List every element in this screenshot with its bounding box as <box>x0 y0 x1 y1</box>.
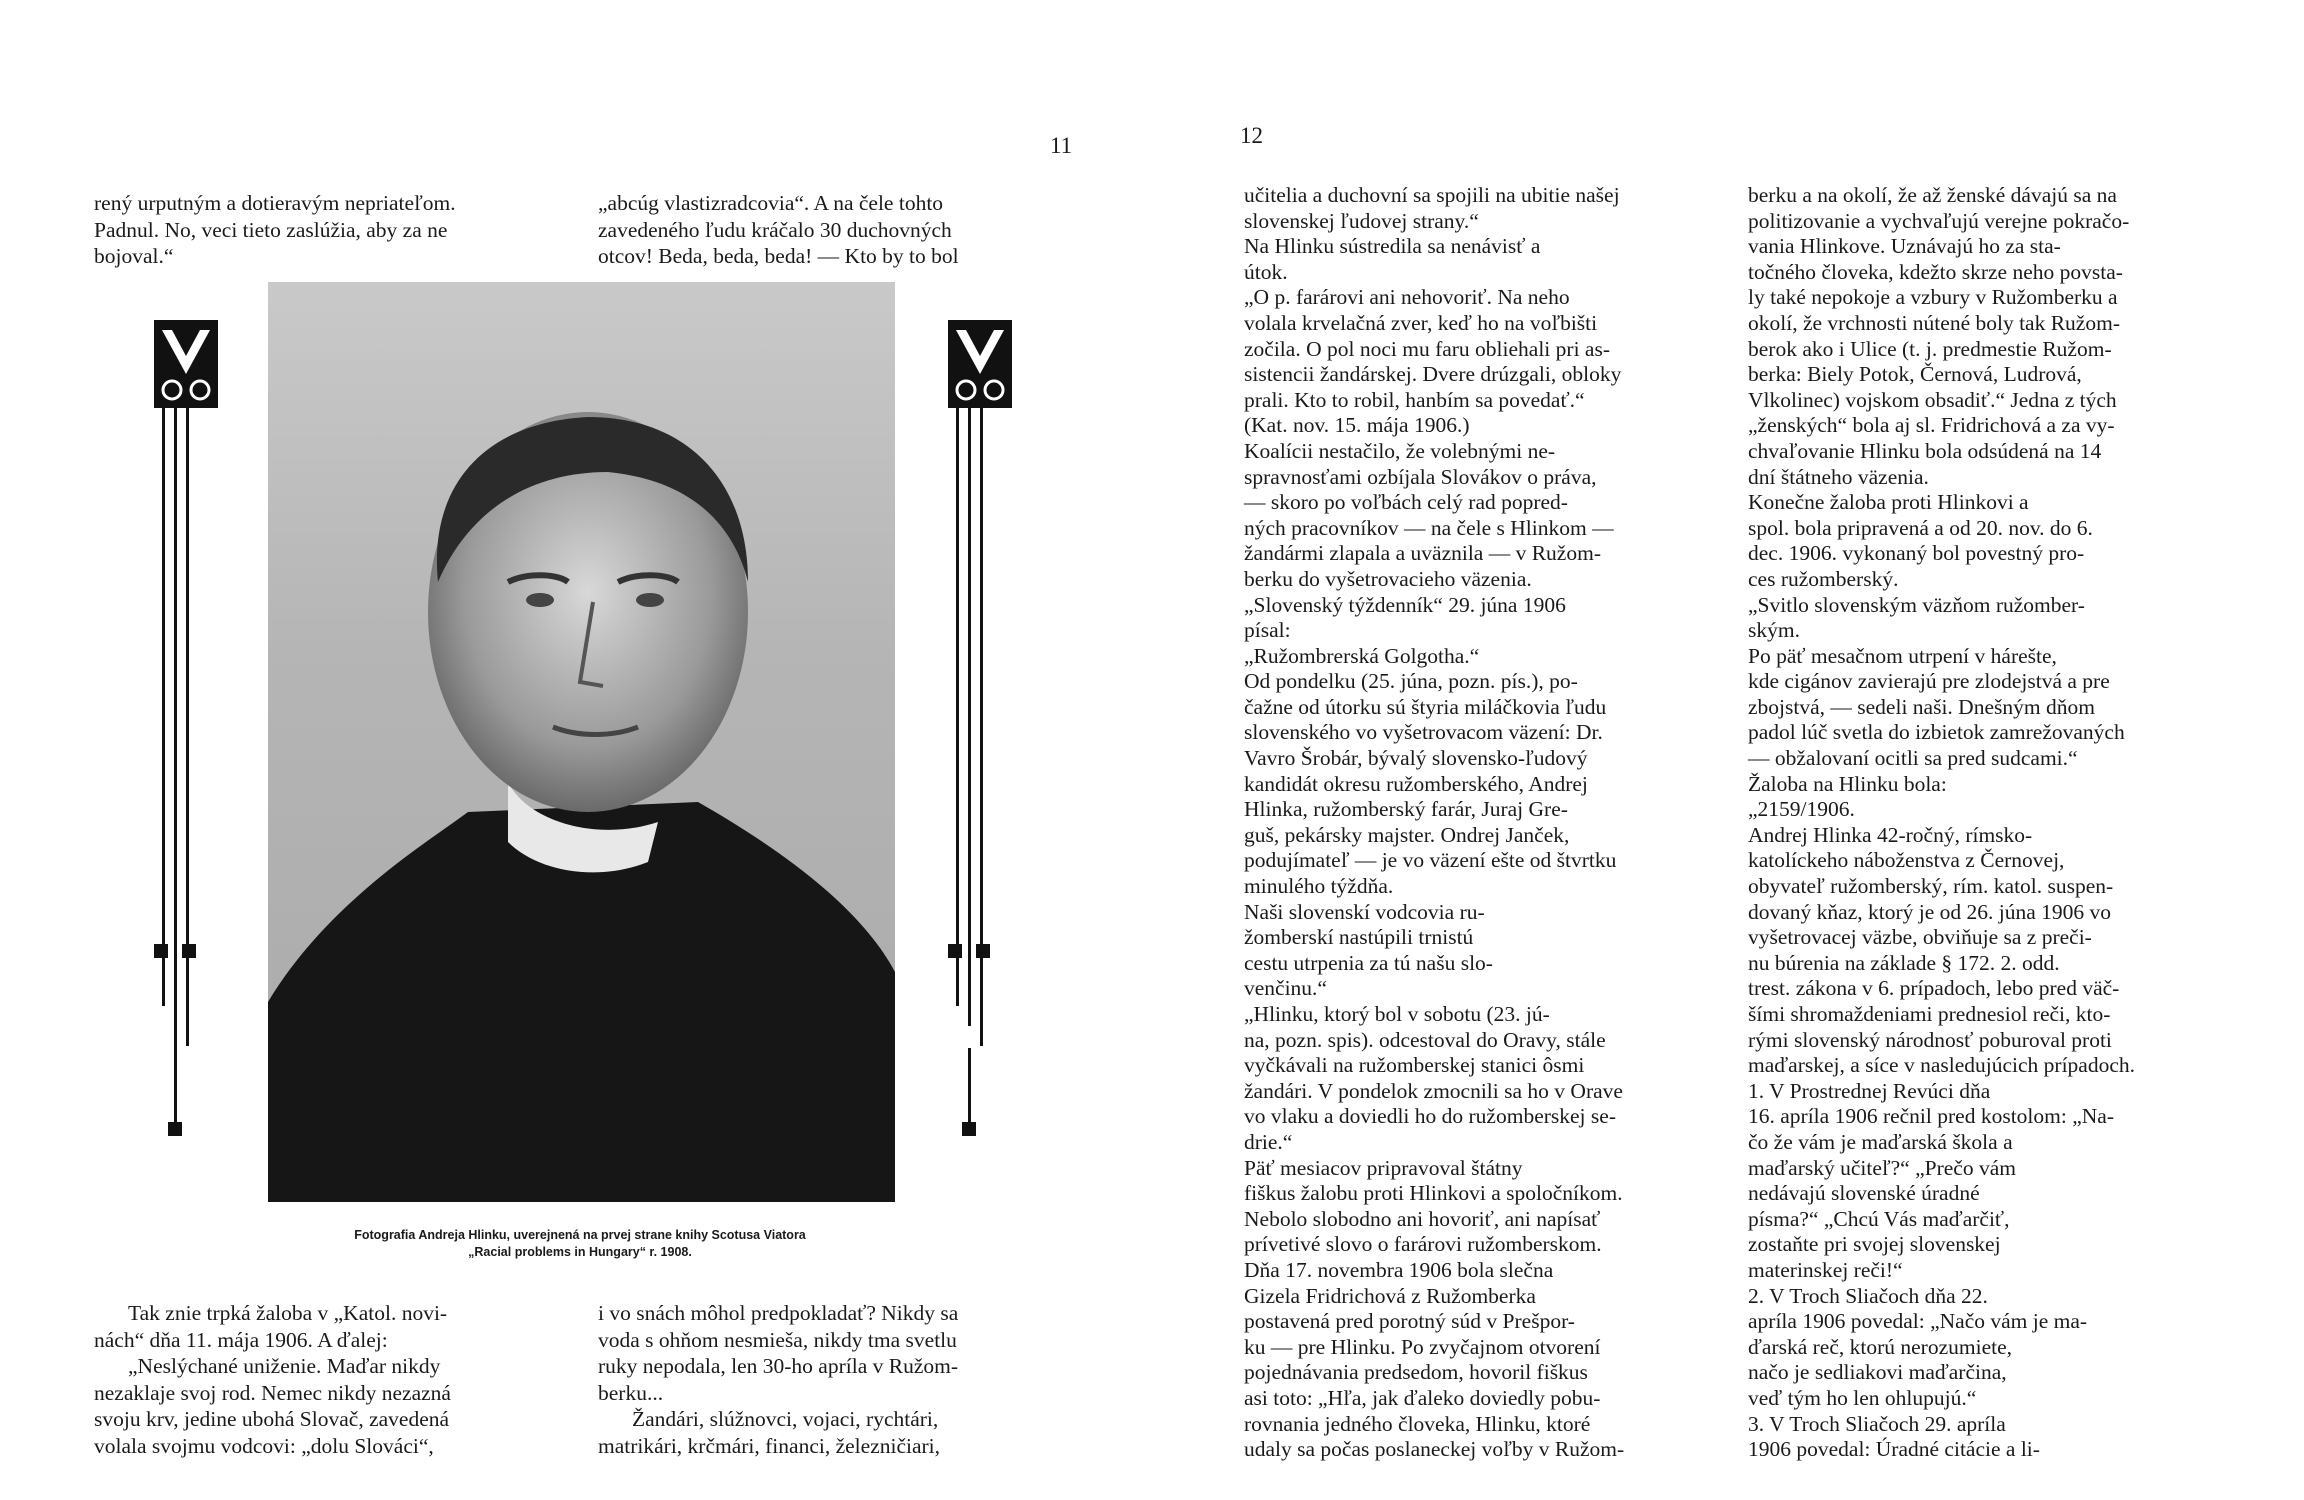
text-line: „Neslýchané uniženie. Maďar nikdy <box>128 1354 441 1378</box>
text-line: „abcúg vlastizradcovia“. A na čele tohto <box>598 191 944 215</box>
text-line: 1906 povedal: Úradné citácie a li- <box>1748 1437 2040 1462</box>
text-line: slovenskej ľudovej strany.“ <box>1244 208 1479 233</box>
text-line: volala svojmu vodcovi: „dolu Slováci“, <box>94 1433 434 1458</box>
text-line: „2159/1906. <box>1748 797 1855 822</box>
text-column-right-2 <box>1748 183 2224 1463</box>
text-line: kandidát okresu ružomberského, Andrej <box>1244 771 1588 796</box>
text-line: točného človeka, kdežto skrze neho povsta- <box>1748 259 2123 284</box>
text-line: prívetivé slovo o farárovi ružomberskom. <box>1244 1232 1602 1257</box>
text-line: písal: <box>1244 618 1291 643</box>
text-line: berku... <box>598 1380 664 1405</box>
text-line: písma?“ „Chcú Vás maďarčiť, <box>1748 1206 2010 1231</box>
text-line: načo je sedliakovi maďarčina, <box>1748 1360 2007 1385</box>
text-line: ďarská reč, ktorú nerozumiete, <box>1748 1334 2013 1359</box>
text-line: ces ružomberský. <box>1748 566 1899 591</box>
text-line: berka: Biely Potok, Černová, Ludrová, <box>1748 362 2082 387</box>
text-line: venčinu.“ <box>1244 976 1327 1001</box>
text-line: Na Hlinku sústredila sa nenávisť a <box>1244 234 1541 259</box>
text-line: Koalícii nestačilo, že volebnými ne- <box>1244 438 1556 463</box>
text-line: zočila. O pol noci mu faru obliehali pri as- <box>1244 336 1610 361</box>
text-line: politizovanie a vychvaľujú verejne pokračo- <box>1748 208 2130 233</box>
text-line: Konečne žaloba proti Hlinkovi a <box>1748 490 2029 515</box>
text-column-top-right <box>598 190 1072 270</box>
text-line: guš, pekársky majster. Ondrej Janček, <box>1244 822 1570 847</box>
text-line: Tak znie trpká žaloba v „Katol. novi- <box>128 1301 448 1325</box>
text-column-bottom-left <box>94 1300 570 1459</box>
text-line: „ženských“ bola aj sl. Fridrichová a za vy- <box>1748 413 2115 438</box>
text-line: Žaloba na Hlinku bola: <box>1748 771 1947 796</box>
text-line: ly také nepokoje a vzbury v Ružomberku a <box>1748 285 2118 310</box>
text-line: berok ako i Ulice (t. j. predmestie Ružom- <box>1748 336 2112 361</box>
text-line: padol lúč svetla do izbietok zamrežovaných <box>1748 720 2125 745</box>
text-line: Hlinka, ružomberský farár, Juraj Gre- <box>1244 797 1568 822</box>
text-line: veď tým ho len ohlupujú.“ <box>1748 1385 1977 1410</box>
text-line: vo vlaku a doviedli ho do ružomberskej se- <box>1244 1104 1616 1129</box>
text-line: postavená pred porotný súd v Prešpor- <box>1244 1309 1575 1334</box>
text-line: ných pracovníkov — na čele s Hlinkom — <box>1244 515 1614 540</box>
text-line: bojoval.“ <box>94 244 174 268</box>
text-line: na, pozn. spis). odcestoval do Oravy, stále <box>1244 1027 1606 1052</box>
text-line: maďarskej, a síce v nasledujúcich prípadoch. <box>1748 1053 2136 1078</box>
text-line: 2. V Troch Sliačoch dňa 22. <box>1748 1283 1988 1308</box>
text-line: Dňa 17. novembra 1906 bola slečna <box>1244 1257 1554 1282</box>
text-line: 1. V Prostrednej Revúci dňa <box>1748 1078 1991 1103</box>
text-line: rými slovenský národnosť poburoval proti <box>1748 1027 2112 1052</box>
text-line: materinskej reči!“ <box>1748 1257 1903 1282</box>
text-line: žomberskí nastúpili trnistú <box>1244 925 1474 950</box>
text-line: vania Hlinkove. Uznávajú ho za sta- <box>1748 234 2061 259</box>
text-column-top-left <box>94 190 570 270</box>
text-line: Padnul. No, veci tieto zaslúžia, aby za ne <box>94 217 448 242</box>
art-nouveau-ornament-right <box>946 318 1016 1138</box>
text-line: „Hlinku, ktorý bol v sobotu (23. jú- <box>1244 1002 1550 1026</box>
text-line: rený urputným a dotieravým nepriateľom. <box>94 191 456 215</box>
text-line: cestu utrpenia za tú našu slo- <box>1244 950 1493 975</box>
text-line: ruky nepodala, len 30-ho apríla v Ružom- <box>598 1354 959 1378</box>
text-line: 3. V Troch Sliačoch 29. apríla <box>1748 1411 2006 1436</box>
text-line: učitelia a duchovní sa spojili na ubitie našej <box>1244 183 1620 207</box>
text-line: dní štátneho väzenia. <box>1748 464 1929 489</box>
text-line: Päť mesiacov pripravoval štátny <box>1244 1155 1523 1180</box>
text-line: i vo snách môhol predpokladať? Nikdy sa <box>598 1301 959 1325</box>
text-line: nu búrenia na základe § 172. 2. odd. <box>1748 950 2060 975</box>
text-line: berku a na okolí, že až ženské dávajú sa na <box>1748 183 2117 207</box>
text-line: pojednávania predsedom, hovoril fiškus <box>1244 1360 1588 1385</box>
text-line: útok. <box>1244 259 1288 284</box>
text-line: kde cigánov zavierajú pre zlodejstvá a pre <box>1748 669 2110 694</box>
text-column-bottom-right <box>598 1300 1072 1459</box>
text-line: nezaklaje svoj rod. Nemec nikdy nezazná <box>94 1380 451 1405</box>
text-line: podujímateľ — je vo väzení ešte od štvrtku <box>1244 848 1617 873</box>
text-line: zostaňte pri svojej slovenskej <box>1748 1232 2001 1257</box>
text-line: dec. 1906. vykonaný bol povestný pro- <box>1748 541 2085 566</box>
text-line: zavedeného ľudu kráčalo 30 duchovných <box>598 217 952 242</box>
caption-line: „Racial problems in Hungary“ r. 1908. <box>468 1245 692 1259</box>
text-line: ku — pre Hlinku. Po zvyčajnom otvorení <box>1244 1334 1601 1359</box>
text-line: „O p. farárovi ani nehovoriť. Na neho <box>1244 285 1570 310</box>
text-line: „Slovenský týždenník“ 29. júna 1906 <box>1244 592 1566 617</box>
text-line: Vavro Šrobár, bývalý slovensko-ľudový <box>1244 746 1588 771</box>
text-line: drie.“ <box>1244 1129 1293 1154</box>
portrait-photograph <box>268 282 895 1202</box>
text-line: chvaľovanie Hlinku bola odsúdená na 14 <box>1748 438 2102 463</box>
text-line: Naši slovenskí vodcovia ru- <box>1244 899 1485 924</box>
art-nouveau-ornament-left <box>152 318 222 1138</box>
text-line: Od pondelku (25. júna, pozn. pís.), po- <box>1244 669 1578 694</box>
text-line: slovenského vo vyšetrovacom väzení: Dr. <box>1244 720 1603 745</box>
text-line: žandári. V pondelok zmocnili sa ho v Orave <box>1244 1078 1623 1103</box>
caption-line: Fotografia Andreja Hlinku, uverejnená na prvej strane knihy Scotusa Viatora <box>354 1228 806 1242</box>
text-line: 16. apríla 1906 rečnil pred kostolom: „Na- <box>1748 1104 2114 1129</box>
text-line: prali. Kto to robil, hanbím sa povedať.“ <box>1244 387 1585 412</box>
text-line: dovaný kňaz, ktorý je od 26. júna 1906 vo <box>1748 899 2112 924</box>
text-line: fiškus žalobu proti Hlinkovi a spoločníkom. <box>1244 1181 1623 1206</box>
text-line: žandármi zlapala a uväznila — v Ružom- <box>1244 541 1601 566</box>
photo-caption <box>230 1227 930 1261</box>
right-page <box>1152 0 2304 1500</box>
text-line: šími shromaždeniami prednesiol reči, kto- <box>1748 1002 2111 1026</box>
text-line: udaly sa počas poslaneckej voľby v Ružom- <box>1244 1437 1625 1462</box>
text-line: ským. <box>1748 618 1800 643</box>
page-number: 12 <box>1240 123 1263 148</box>
text-line: Nebolo slobodno ani hovoriť, ani napísať <box>1244 1206 1601 1231</box>
text-line: maďarský učiteľ?“ „Prečo vám <box>1748 1155 2016 1180</box>
text-line: katolíckeho náboženstva z Černovej, <box>1748 848 2065 873</box>
text-column-right-1 <box>1244 183 1730 1463</box>
text-line: otcov! Beda, beda, beda! — Kto by to bol <box>598 244 959 268</box>
page-number: 11 <box>1050 133 1073 158</box>
text-line: asi toto: „Hľa, jak ďaleko doviedly pobu- <box>1244 1385 1601 1410</box>
text-line: čo že vám je maďarská škola a <box>1748 1129 2013 1154</box>
text-line: obyvateľ ružomberský, rím. katol. suspen- <box>1748 874 2114 899</box>
text-line: matrikári, krčmári, financi, železničiari, <box>598 1433 941 1458</box>
text-line: sistencii žandárskej. Dvere drúzgali, obloky <box>1244 362 1622 387</box>
text-line: spol. bola pripravená a od 20. nov. do 6. <box>1748 515 2093 540</box>
text-line: čažne od útorku sú štyria miláčkovia ľudu <box>1244 694 1607 719</box>
text-line: voda s ohňom nesmieša, nikdy tma svetlu <box>598 1327 957 1352</box>
text-line: (Kat. nov. 15. mája 1906.) <box>1244 413 1470 438</box>
text-line: spravnosťami ozbíjala Slovákov o práva, <box>1244 464 1597 489</box>
text-line: „Svitlo slovenským väzňom ružomber- <box>1748 592 2085 617</box>
text-line: nedávajú slovenské úradné <box>1748 1181 1980 1206</box>
text-line: trest. zákona v 6. prípadoch, lebo pred väč- <box>1748 976 2120 1001</box>
text-line: rovnania jedného človeka, Hlinku, ktoré <box>1244 1411 1591 1436</box>
text-line: zbojstvá, — sedeli naši. Dnešným dňom <box>1748 694 2095 719</box>
text-line: vyčkávali na ružomberskej stanici ôsmi <box>1244 1053 1585 1078</box>
text-line: — obžalovaní ocitli sa pred sudcami.“ <box>1748 746 2078 771</box>
text-line: — skoro po voľbách celý rad popred- <box>1244 490 1568 515</box>
text-line: berku do vyšetrovacieho väzenia. <box>1244 566 1532 591</box>
text-line: apríla 1906 povedal: „Načo vám je ma- <box>1748 1309 2088 1334</box>
text-line: Žandári, slúžnovci, vojaci, rychtári, <box>632 1407 939 1431</box>
text-line: nách“ dňa 11. mája 1906. A ďalej: <box>94 1327 388 1352</box>
text-line: Po päť mesačnom utrpení v hárešte, <box>1748 643 2057 668</box>
text-line: svoju krv, jedine ubohá Slovač, zavedená <box>94 1407 450 1431</box>
text-line: Gizela Fridrichová z Ružomberka <box>1244 1283 1536 1308</box>
text-line: „Ružombrerská Golgotha.“ <box>1244 643 1480 668</box>
text-line: Vlkolinec) vojskom obsadiť.“ Jedna z tých <box>1748 387 2117 412</box>
text-line: volala krvelačná zver, keď ho na voľbišti <box>1244 310 1598 335</box>
text-line: okolí, že vrchnosti nútené boly tak Ružom- <box>1748 310 2120 335</box>
text-line: Andrej Hlinka 42-ročný, rímsko- <box>1748 822 2033 847</box>
text-line: vyšetrovacej väzbe, obviňuje sa z preči- <box>1748 925 2092 950</box>
text-line: minulého týždňa. <box>1244 874 1394 899</box>
